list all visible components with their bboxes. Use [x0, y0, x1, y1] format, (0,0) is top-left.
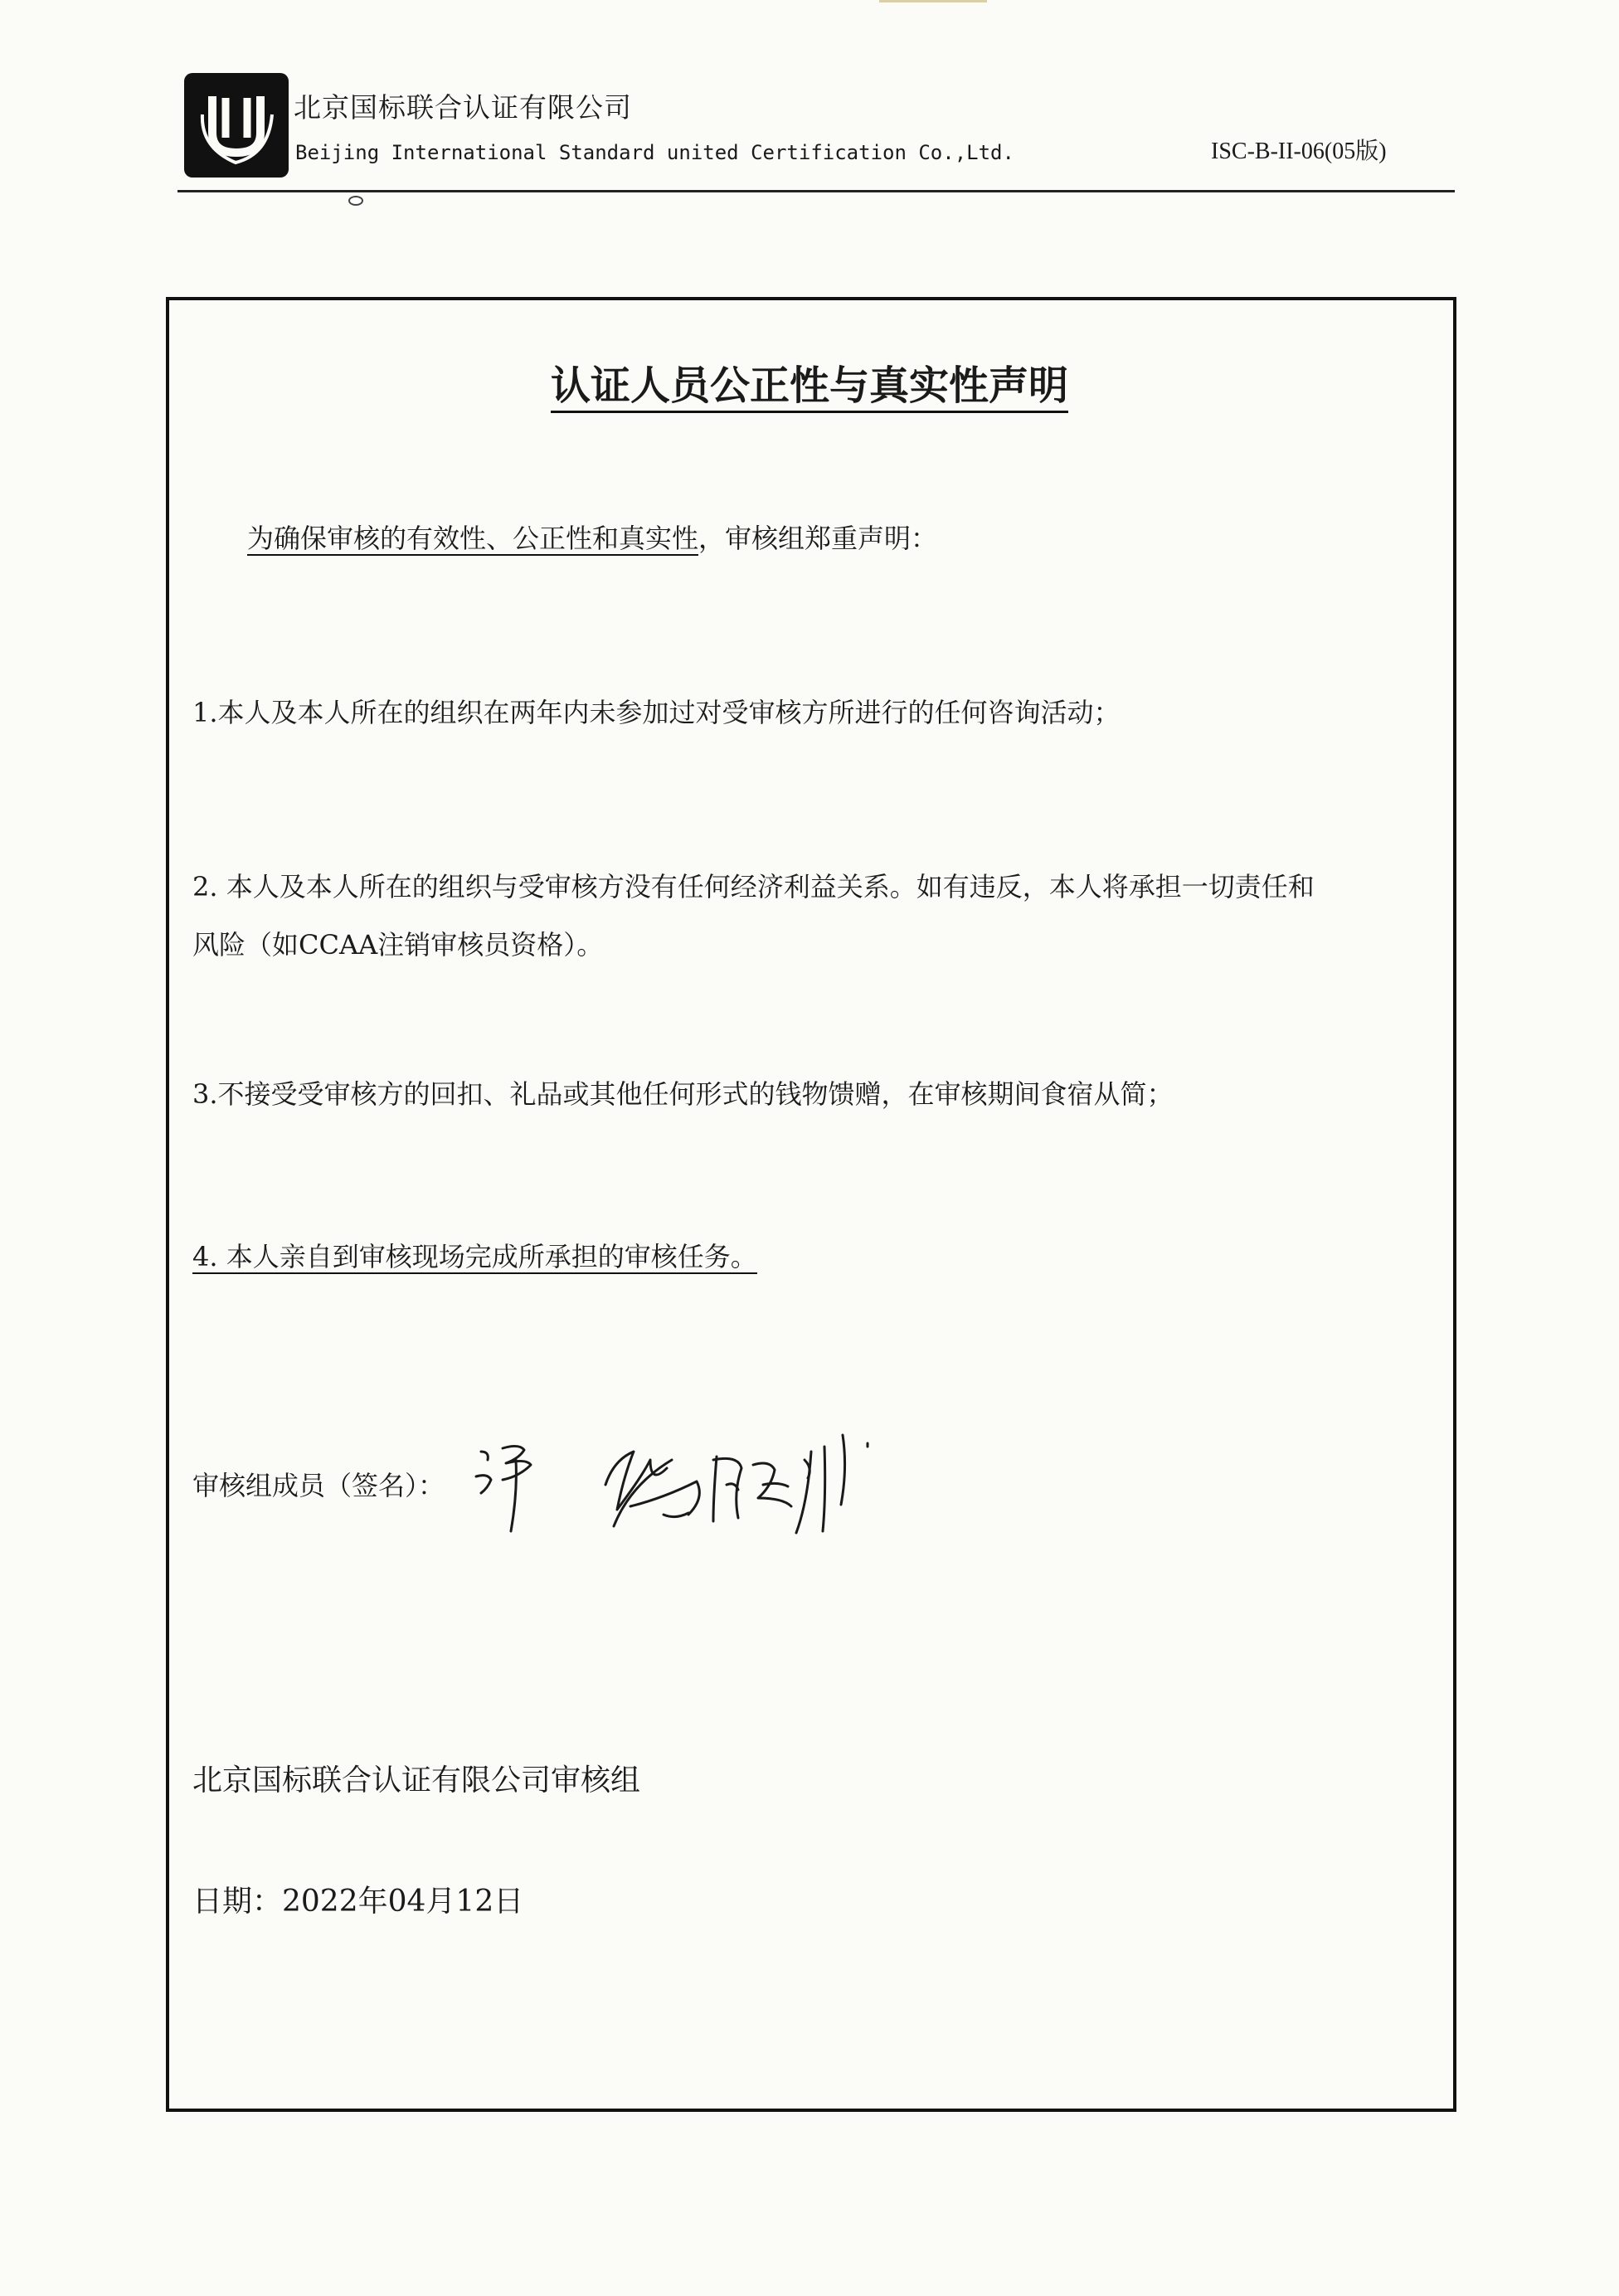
clause-2-line-1: 2. 本人及本人所在的组织与受审核方没有任何经济利益关系。如有违反，本人将承担一切责任和: [192, 871, 1315, 902]
document-title: 认证人员公正性与真实性声明: [551, 362, 1068, 413]
document-date: 日期：2022年04月12日: [192, 1885, 524, 1919]
issuing-organization: 北京国标联合认证有限公司审核组: [192, 1763, 641, 1797]
intro-rest: ，审核组郑重声明：: [698, 523, 938, 554]
document-code: ISC-B-II-06(05版): [1211, 139, 1387, 164]
clause-4-text: 4. 本人亲自到审核现场完成所承担的审核任务。: [192, 1241, 757, 1272]
document-frame: [166, 297, 1456, 2112]
clause-2: [192, 858, 1315, 974]
intro-underlined: 为确保审核的有效性、公正性和真实性: [247, 523, 699, 554]
clause-1: 1.本人及本人所在的组织在两年内未参加过对受审核方所进行的任何咨询活动；: [192, 697, 1121, 728]
isc-logo-icon: [184, 73, 289, 178]
intro-paragraph: [247, 518, 937, 556]
handwritten-signatures: [464, 1427, 929, 1551]
clause-3: 3.不接受受审核方的回扣、礼品或其他任何形式的钱物馈赠，在审核期间食宿从简；: [192, 1078, 1174, 1110]
document-title-row: [0, 353, 1619, 411]
signature-label: 审核组成员（签名）：: [192, 1470, 445, 1501]
clause-4: [192, 1236, 757, 1274]
header-divider: [177, 190, 1455, 192]
company-name-en: Beijing International Standard united Certification Co.,Ltd.: [295, 141, 1014, 164]
clause-2-line-2: 风险（如CCAA注销审核员资格）。: [192, 929, 604, 961]
letterhead: [0, 0, 1619, 207]
company-name-cn: 北京国标联合认证有限公司: [294, 91, 632, 124]
header-divider-dot: [348, 196, 363, 206]
